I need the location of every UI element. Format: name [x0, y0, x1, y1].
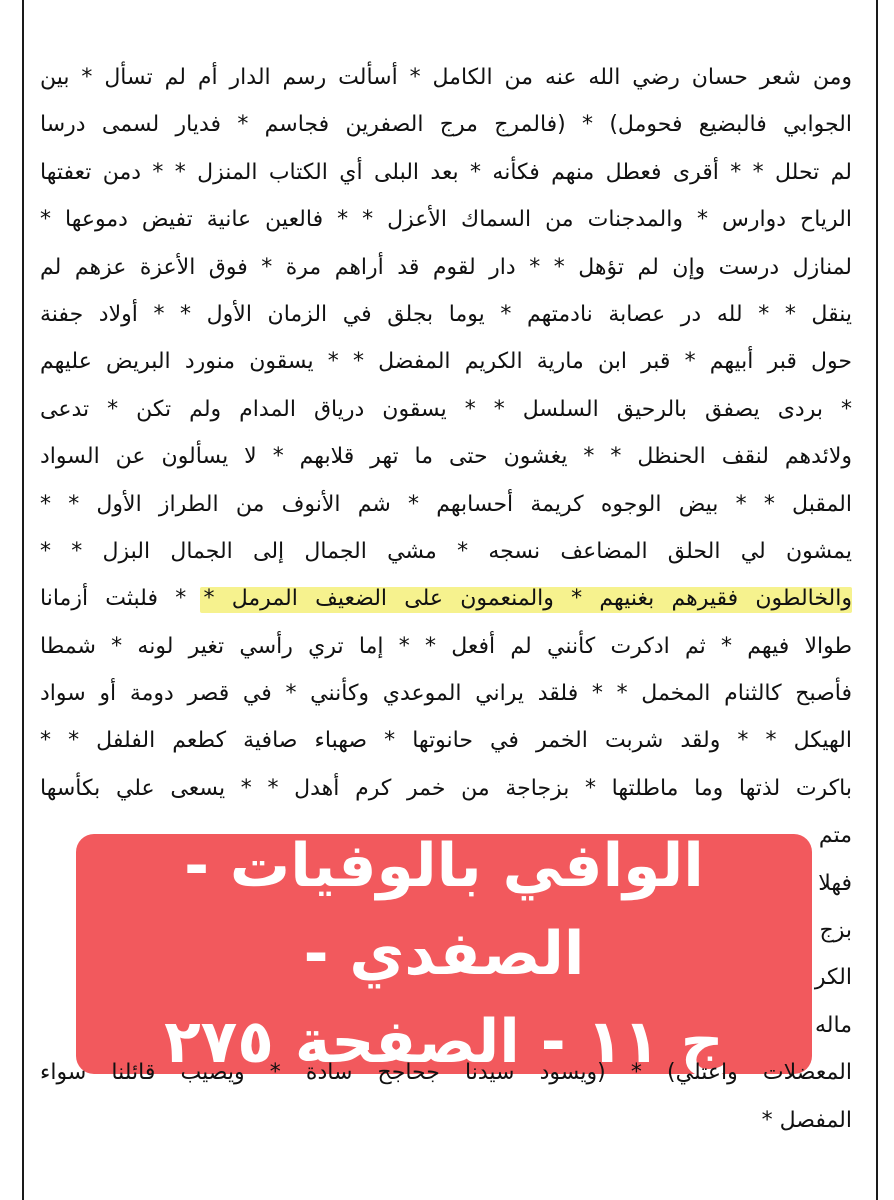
text-line: ومن شعر حسان رضي الله عنه من الكامل * أسألت رسم الدار أم لم تسأل * بين: [40, 65, 852, 90]
text-line: لم تحلل * * أقرى فعطل منهم فكأنه * بعد البلى أي الكتاب المنزل * * دمن تعفتها: [40, 159, 852, 185]
text-line: المعضلات واعتلي) * (ويسود سيدنا جحاجح سادة * ويصيب قائلنا سواء: [40, 1060, 852, 1086]
text-line-partial: الكر: [814, 965, 852, 991]
text-line: الجوابي فالبضيع فحومل) * (فالمرج مرج الصفرين فجاسم * فديار لسمى درسا: [40, 112, 852, 138]
text-line: فأصبح كالثنام المخمل * * فلقد يراني الموعدي وكأنني * في قصر دومة أو سواد: [40, 681, 852, 707]
text-line: لمنازل درست وإن لم تؤهل * * دار لقوم قد أراهم مرة * فوق الأعزة عزهم لم: [40, 254, 852, 280]
text-line: ينقل * * لله در عصابة نادمتهم * يوما بجلق في الزمان الأول * * أولاد جفنة: [40, 301, 852, 327]
page-border-right: [876, 0, 878, 1200]
text-line: باكرت لذتها وما ماطلتها * بزجاجة من خمر كرم أهدل * * يسعى علي بكأسها: [40, 775, 852, 801]
text-line: الهيكل * * ولقد شربت الخمر في حانوتها * صهباء صافية كطعم الفلفل * *: [40, 728, 852, 754]
highlighted-text-line: والخالطون فقيرهم بغنيهم * والمنعمون على الضعيف المرمل * * فلبثت أزمانا: [40, 586, 852, 612]
text-line: يمشون لي الحلق المضاعف نسجه * مشي الجمال إلى الجمال البزل * *: [40, 538, 852, 564]
text-line-partial: متم: [818, 823, 852, 849]
text-line: طوالا فيهم * ثم ادكرت كأنني لم أفعل * * إما تري رأسي تغير لونه * شمطا: [40, 633, 852, 659]
citation-line-1: الوافي بالوفيات - الصفدي -: [184, 831, 704, 989]
citation-line-2: ج ١١ - الصفحة ٢٧٥: [164, 1007, 724, 1077]
text-line: ولائدهم لنقف الحنظل * * يغشون حتى ما تهر قلابهم * لا يسألون عن السواد: [40, 444, 852, 470]
text-line-partial: فهلا: [818, 870, 852, 896]
text-line-last: المفصل *: [761, 1107, 852, 1133]
text-line-partial: بزج: [819, 918, 852, 944]
text-line: * بردى يصفق بالرحيق السلسل * * يسقون درياق المدام ولم تكن * تدعى: [40, 396, 852, 422]
page-border-left: [22, 0, 24, 1200]
text-line: الرياح دوارس * والمدجنات من السماك الأعزل * * فالعين عانية تفيض دموعها *: [40, 207, 852, 233]
text-line: المقبل * * بيض الوجوه كريمة أحسابهم * شم الأنوف من الطراز الأول * *: [40, 491, 852, 517]
text-line: حول قبر أبيهم * قبر ابن مارية الكريم المفضل * * يسقون منورد البريض عليهم: [40, 349, 852, 375]
text-line-partial: ماله: [815, 1012, 852, 1038]
